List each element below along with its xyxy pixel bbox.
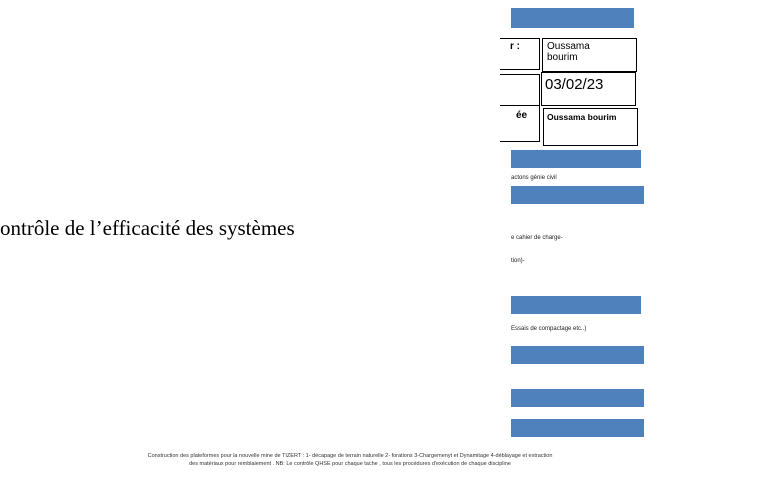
section-bar-1 <box>511 150 641 168</box>
date-value: 03/02/23 <box>545 76 604 93</box>
date-label-cell <box>500 74 540 106</box>
fragment-4: Essais de compactage etc..) <box>511 326 587 332</box>
section-bar-6 <box>511 419 644 437</box>
author-label: r : <box>510 41 520 52</box>
section-bar-4 <box>511 346 644 364</box>
date-value-cell <box>541 72 636 106</box>
fragment-3: tion)- <box>511 258 525 264</box>
header-bar <box>511 8 634 28</box>
fragment-1: actons génie civil <box>511 175 557 181</box>
author-value: Oussama bourim <box>547 41 590 63</box>
footer-note <box>40 452 660 468</box>
footer-line-1: Construction des plateformes pour la nouvelle mine de TIZERT : 1- décapage de terrain naturelle 2- forations 3-Chargemenyt et Dynamitage 4-déblayage et extraction <box>147 453 553 459</box>
section-bar-3 <box>511 296 641 314</box>
approved-label-cell <box>500 106 540 142</box>
footer-line-2: des matériaux pour remblaiement . NB: Le contrôle QHSE pour chaque tache , tous les procédures d'exécution de chaque discipline <box>189 461 511 467</box>
approved-value: Oussama bourim <box>547 112 617 122</box>
approved-value-cell <box>543 108 638 146</box>
approved-label: ée <box>516 110 528 121</box>
author-label-cell <box>500 38 540 70</box>
author-value-cell <box>542 38 637 72</box>
fragment-2: e cahier de charge- <box>511 235 563 241</box>
main-heading-fragment: ontrôle de l’efficacité des systèmes <box>0 216 295 240</box>
section-bar-2 <box>511 186 644 204</box>
section-bar-5 <box>511 389 644 407</box>
